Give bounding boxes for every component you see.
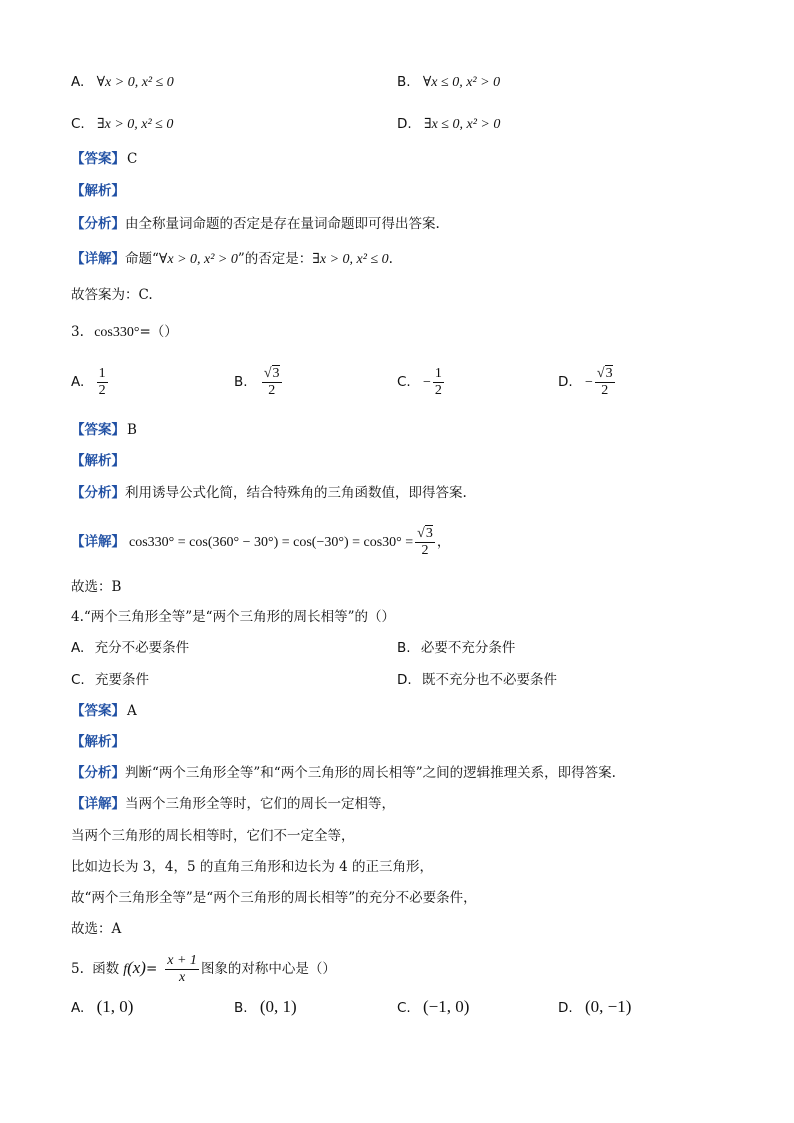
sqrt-icon: √3 [596,366,613,381]
q4-stem: 4.“两个三角形全等”是“两个三角形的周长相等”的（） [71,609,395,625]
q3-answer: 【答案】 B [71,422,137,438]
q5-option-b: B. (0, 1) [234,997,297,1016]
fraction: $\frac{√3}{2}$ [417,526,433,558]
q3-option-b: B. $\frac{√3}{2}$ [234,366,280,398]
sqrt-icon: √3 [263,366,280,381]
q4-fenxi: 【分析】判断“两个三角形全等”和“两个三角形的周长相等”之间的逻辑推理关系，即得答案. [71,765,616,781]
fraction: $\frac{1}{2}$ [434,366,442,398]
fraction: $\frac{√3}{2}$ [263,366,280,398]
q4-answer: 【答案】 A [71,703,137,719]
q4-xiangjie-2: 当两个三角形的周长相等时，它们不一定全等， [71,828,355,844]
q2-fenxi: 【分析】由全称量词命题的否定是存在量词命题即可得出答案. [71,216,440,232]
q3-fenxi: 【分析】利用诱导公式化简，结合特殊角的三角函数值，即得答案. [71,485,467,501]
q2-analysis-heading: 【解析】 [71,183,125,199]
q2-conclusion: 故答案为：C. [71,287,153,303]
sqrt-icon: √3 [417,526,433,541]
q2-option-d: D. ∃x ≤ 0, x² > 0 [397,116,501,132]
q3-analysis-heading: 【解析】 [71,453,125,469]
q3-option-c: C. − $\frac{1}{2}$ [397,366,442,398]
q4-xiangjie-4: 故“两个三角形全等”是“两个三角形的周长相等”的充分不必要条件， [71,890,477,906]
fraction: $\frac{x + 1}{x}$ [167,953,197,985]
fraction: $\frac{1}{2}$ [98,366,106,398]
q4-xiangjie-1: 【详解】当两个三角形全等时，它们的周长一定相等， [71,796,395,812]
q4-option-c: C. 充要条件 [71,672,150,688]
q2-xiangjie: 【详解】命题“∀x > 0, x² > 0”的否定是：∃x > 0, x² ≤ 0. [71,251,393,267]
q2-option-a: A. ∀x > 0, x² ≤ 0 [71,74,174,90]
q3-stem: 3. cos330°=（） [71,324,178,340]
q3-conclusion: 故选：B [71,579,122,595]
q4-analysis-heading: 【解析】 [71,734,125,750]
q4-option-b: B. 必要不充分条件 [397,640,516,656]
q4-option-a: A. 充分不必要条件 [71,640,190,656]
answer-tag: 【答案】 [71,151,125,167]
q3-option-a: A. $\frac{1}{2}$ [71,366,106,398]
q5-option-d: D. (0, −1) [558,997,632,1016]
q4-option-d: D. 既不充分也不必要条件 [397,672,557,688]
q2-option-b: B. ∀x ≤ 0, x² > 0 [397,74,501,90]
q4-xiangjie-3: 比如边长为 3，4，5 的直角三角形和边长为 4 的正三角形， [71,859,434,875]
q3-xiangjie: 【详解】 cos330° = cos(360° − 30°) = cos(−30°) = cos30° = $\frac{√3}{2}$ ， [71,526,451,558]
q5-stem: 5. 函数 f(x)= $\frac{x + 1}{x}$ 图象的对称中心是（） [71,953,336,985]
q5-option-a: A. (1, 0) [71,997,134,1016]
q4-conclusion: 故选：A [71,921,122,937]
fraction: $\frac{√3}{2}$ [596,366,613,398]
q2-answer: 【答案】 C [71,151,138,167]
q2-option-c: C. ∃x > 0, x² ≤ 0 [71,116,174,132]
q5-option-c: C. (−1, 0) [397,997,470,1016]
q3-option-d: D. − $\frac{√3}{2}$ [558,366,613,398]
